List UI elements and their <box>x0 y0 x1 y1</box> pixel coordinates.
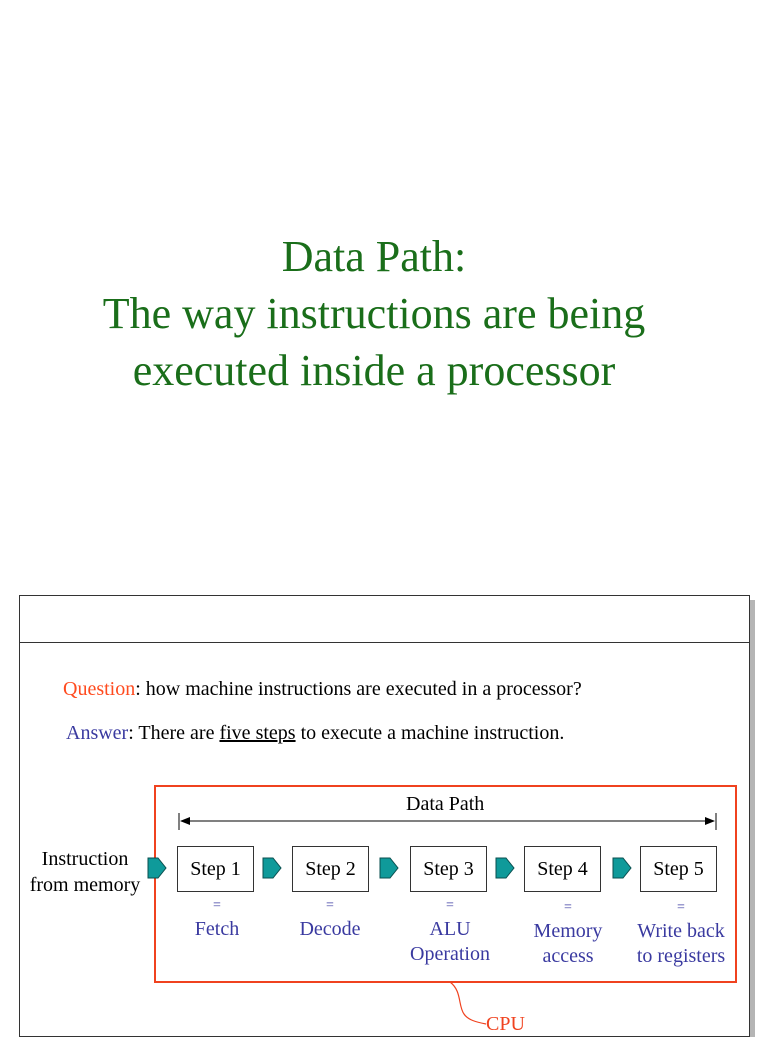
slide-title <box>0 228 748 399</box>
stage-decode-line-1: Decode <box>299 918 361 940</box>
flow-arrow-2 <box>263 858 281 878</box>
step-2-box: Step 2 <box>292 846 369 892</box>
stage-alu-line-2: Operation <box>410 943 490 965</box>
equals-mark: = <box>564 900 572 915</box>
question-label: Question <box>63 678 136 700</box>
diagram-overlay <box>20 596 749 1036</box>
flow-arrow-3 <box>380 858 398 878</box>
equals-mark: = <box>446 898 454 913</box>
step-3-box: Step 3 <box>410 846 487 892</box>
answer-five-steps: five steps <box>219 722 296 744</box>
flow-arrow-5 <box>613 858 631 878</box>
stage-memory-line-2: access <box>542 945 594 967</box>
step-4-box: Step 4 <box>524 846 601 892</box>
equals-mark: = <box>677 900 685 915</box>
instruction-line-1: Instruction <box>41 848 129 870</box>
instruction-line-2: from memory <box>29 874 141 896</box>
answer-label: Answer <box>66 722 129 744</box>
step-5-box: Step 5 <box>640 846 717 892</box>
slide-panel <box>19 595 750 1037</box>
flow-arrow-4 <box>496 858 514 878</box>
equals-mark: = <box>326 898 334 913</box>
stage-writeback-line-2: to registers <box>636 945 726 967</box>
data-path-label: Data Path <box>406 793 485 815</box>
stage-memory-line-1: Memory <box>533 920 603 942</box>
answer-text-pre: : There are <box>128 722 220 744</box>
stage-alu-line-1: ALU <box>429 918 471 940</box>
title-line-2: The way instructions are being <box>102 289 646 338</box>
flow-arrow-1 <box>148 858 166 878</box>
cpu-callout-line <box>450 982 486 1024</box>
title-line-3: executed inside a processor <box>132 346 616 395</box>
stage-fetch-line-1: Fetch <box>194 918 240 940</box>
cpu-label: CPU <box>486 1013 525 1035</box>
step-1-box: Step 1 <box>177 846 254 892</box>
equals-mark: = <box>213 898 221 913</box>
answer-text-post: to execute a machine instruction. <box>295 722 565 744</box>
title-line-1: Data Path: <box>281 232 467 281</box>
stage-writeback-line-1: Write back <box>637 920 725 942</box>
question-text: : how machine instructions are executed in a processor? <box>135 678 582 700</box>
